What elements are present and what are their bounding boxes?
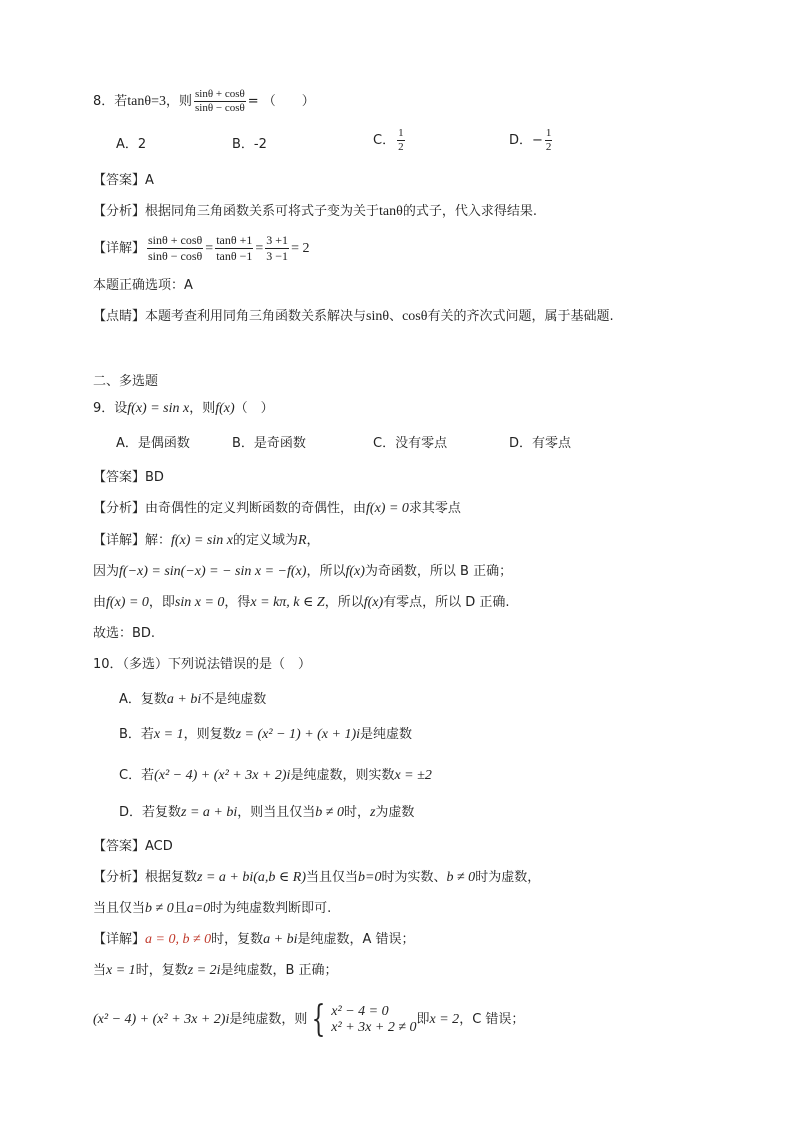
section-title: 二、多选题: [93, 374, 159, 389]
q10-a-text: A．复数: [119, 692, 167, 707]
q8-option-c-num: 1: [398, 127, 404, 139]
q10-l2-math-1: x = 1: [106, 963, 136, 978]
q9-detail-math-2: R: [297, 533, 307, 548]
q10-analysis-text-3: 时为实数、: [381, 870, 447, 885]
q10-analysis: [93, 869, 540, 887]
q10-l2-text-3: 是纯虚数，B 正确；: [220, 963, 338, 978]
left-brace-icon: {: [311, 998, 326, 1040]
q9-detail-text-2: 的定义域为: [232, 533, 298, 548]
q8-detail-f2-den: tanθ −1: [216, 249, 253, 263]
q10-analysis2-text: 当且仅当: [93, 901, 146, 916]
q9-line2-math: f(−x) = sin(−x) = − sin x = −f(x): [119, 564, 307, 579]
detail-label: 【详解】: [93, 241, 146, 256]
equation-system: [307, 998, 417, 1040]
q10-analysis-text: 根据复数: [145, 870, 198, 885]
q10-detail-math-1: a = 0, b ≠ 0: [145, 932, 212, 947]
q8-comment-math-1: sinθ: [366, 309, 390, 324]
q10-option-a: [119, 691, 266, 709]
q8-analysis: [93, 203, 537, 221]
q8-detail-fraction-3: [265, 233, 289, 264]
q10-d-text-4: 为虚数: [375, 805, 415, 820]
q10-l2-text-2: 时，复数: [135, 963, 188, 978]
q8-detail: [93, 232, 309, 266]
q10-analysis-math-2: b=0: [358, 870, 382, 885]
q10-analysis-text-2: 当且仅当: [306, 870, 359, 885]
q10-detail-math-2: a + bi: [263, 932, 298, 947]
q10-analysis-math-1: z = a + bi(a,b ∈ R): [197, 870, 307, 885]
equation-system-line-2: x² + 3x + 2 ≠ 0: [331, 1019, 417, 1035]
q8-fraction-denominator: sinθ − cosθ: [195, 102, 245, 114]
q10-analysis2-math-1: b ≠ 0: [145, 901, 174, 916]
q9-detail-math-1: f(x) = sin x: [171, 533, 233, 548]
q8-detail-f1-num: sinθ + cosθ: [148, 233, 203, 247]
q9-final: 故选：BD.: [93, 626, 156, 641]
q10-analysis2-text-3: 时为纯虚数判断即可.: [210, 901, 332, 916]
q10-answer: [93, 838, 173, 856]
q10-d-math-2: b ≠ 0: [315, 805, 344, 820]
q8-option-d-num: 1: [545, 127, 552, 139]
q8-stem: [93, 88, 315, 115]
answer-value: BD: [145, 470, 164, 485]
q9-detail-text-3: ，: [306, 533, 320, 548]
q9-analysis-math: f(x) = 0: [366, 501, 409, 516]
q8-comment-text-2: 有关的齐次式问题，属于基础题.: [427, 309, 614, 324]
q8-analysis-text-2: 的式子，代入求得结果.: [402, 204, 537, 219]
q8-comment-sep: 、: [389, 309, 403, 324]
q10-l2-text: 当: [93, 963, 107, 978]
q8-correct-option: 本题正确选项：A: [93, 278, 193, 293]
q8-condition: tanθ=3: [127, 94, 166, 109]
answer-label: 【答案】: [93, 173, 146, 188]
q10-l2-math-2: z = 2i: [187, 963, 221, 978]
answer-label: 【答案】: [93, 470, 146, 485]
q9-function-2: f(x): [215, 401, 235, 416]
q10-c-math-2: x = ±2: [394, 768, 432, 783]
answer-value: ACD: [145, 839, 173, 854]
q8-option-d-fraction: [545, 127, 553, 154]
q9-paren: （ ）: [234, 401, 274, 416]
q9-line3-text: 由: [93, 595, 107, 610]
q9-option-b: B．是奇函数: [232, 436, 306, 451]
q8-option-c: [373, 127, 407, 154]
q10-a-text-2: 不是纯虚数: [201, 692, 267, 707]
q10-b-text-2: ，则复数: [183, 727, 236, 742]
q9-line3-math-4: f(x): [363, 595, 384, 610]
q8-detail-f2-num: tanθ +1: [216, 233, 253, 247]
q9-line2-math-2: f(x): [345, 564, 365, 579]
analysis-label: 【分析】: [93, 870, 146, 885]
q8-option-d-label: D．−: [509, 133, 543, 148]
q10-detail-text: 时，复数: [211, 932, 264, 947]
q9-analysis-text-2: 求其零点: [408, 501, 461, 516]
q8-analysis-math: tanθ: [379, 204, 403, 219]
q9-then: ，则: [189, 401, 216, 416]
q10-l3-math-2: x = 2: [429, 1012, 460, 1027]
q10-l3-text: 是纯虚数，则: [229, 1012, 308, 1027]
equals-sign: =: [255, 241, 264, 256]
q9-answer: [93, 469, 164, 487]
q9-line3-text-3: ，得: [224, 595, 251, 610]
q9-line3-math-1: f(x) = 0: [106, 595, 149, 610]
q8-detail-fraction-2: [215, 233, 253, 264]
analysis-label: 【分析】: [93, 501, 146, 516]
q10-detail-line-2: [93, 962, 338, 980]
q10-option-c: [119, 767, 432, 785]
q10-d-math-1: z = a + bi: [181, 805, 238, 820]
q9-analysis: [93, 500, 461, 518]
q8-comment-text: 本题考查利用同角三角函数关系解决与: [145, 309, 367, 324]
q9-option-d: D．有零点: [509, 436, 572, 451]
q10-d-text: D．若复数: [119, 805, 182, 820]
q8-option-d-den: 2: [545, 141, 552, 153]
q10-analysis-math-3: b ≠ 0: [446, 870, 476, 885]
q10-c-text-2: 是纯虚数，则实数: [290, 768, 395, 783]
q8-analysis-text: 根据同角三角函数关系可将式子变为关于: [145, 204, 380, 219]
q8-option-c-label: C．: [373, 133, 396, 148]
q9-line3-text-4: ，所以: [324, 595, 364, 610]
q10-detail: [93, 931, 415, 949]
q8-comment-math-2: cosθ: [402, 309, 428, 324]
detail-label: 【详解】: [93, 932, 146, 947]
q10-a-math: a + bi: [166, 692, 202, 707]
analysis-label: 【分析】: [93, 204, 146, 219]
q10-b-text-3: 是纯虚数: [360, 727, 413, 742]
q8-option-d: [509, 127, 554, 154]
q9-line3-text-2: ，即: [148, 595, 175, 610]
answer-value: A: [145, 173, 154, 188]
q9-option-a: A．是偶函数: [116, 436, 190, 451]
q9-line2-text-2: ，所以: [306, 564, 346, 579]
answer-label: 【答案】: [93, 839, 146, 854]
q9-number: 9．设: [93, 401, 128, 416]
q10-b-math-1: x = 1: [153, 727, 184, 742]
q9-line3-math-2: sin x = 0: [174, 595, 225, 610]
q9-analysis-text: 由奇偶性的定义判断函数的奇偶性，由: [145, 501, 367, 516]
q10-analysis-line-2: [93, 900, 331, 918]
q10-option-d: [119, 804, 414, 822]
equals-sign: =: [205, 241, 214, 256]
q10-b-text: B．若: [119, 727, 154, 742]
q10-detail-line-3: [93, 1000, 524, 1040]
q10-l3-text-2: 即: [416, 1012, 430, 1027]
q10-c-math-1: (x² − 4) + (x² + 3x + 2)i: [154, 768, 291, 783]
q8-number: 8．若: [93, 94, 128, 109]
q9-option-c: C．没有零点: [373, 436, 448, 451]
q8-detail-result: = 2: [291, 241, 310, 256]
q10-option-b: [119, 726, 412, 744]
q8-detail-f3-num: 3 +1: [266, 233, 289, 247]
q9-line3-text-5: 有零点，所以 D 正确.: [383, 595, 510, 610]
q8-option-a: A．2: [116, 137, 147, 152]
q9-function: f(x) = sin x: [127, 401, 190, 416]
q8-then: ，则: [166, 94, 193, 109]
q9-line2-text: 因为: [93, 564, 120, 579]
q9-detail-line-3: [93, 594, 510, 612]
q10-c-text: C．若: [119, 768, 155, 783]
q10-stem: 10．（多选）下列说法错误的是（ ）: [93, 657, 312, 672]
q8-option-c-fraction: [397, 127, 405, 154]
q8-option-c-den: 2: [398, 141, 404, 153]
q8-detail-fraction-1: [147, 233, 203, 264]
q10-analysis-text-4: 时为虚数，: [475, 870, 541, 885]
q10-detail-text-2: 是纯虚数，A 错误；: [297, 932, 415, 947]
q8-fraction: [194, 88, 246, 115]
q10-l3-math-1: (x² − 4) + (x² + 3x + 2)i: [93, 1012, 230, 1027]
q9-stem: [93, 400, 274, 418]
q9-detail: [93, 532, 320, 550]
q10-d-math-3: z: [369, 805, 376, 820]
q10-d-text-2: ，则当且仅当: [237, 805, 316, 820]
equation-system-line-1: x² − 4 = 0: [331, 1003, 389, 1019]
q9-line2-text-3: 为奇函数，所以 B 正确；: [364, 564, 513, 579]
q8-fraction-numerator: sinθ + cosθ: [195, 88, 245, 100]
q10-analysis2-text-2: 且: [173, 901, 187, 916]
comment-label: 【点睛】: [93, 309, 146, 324]
q8-comment: [93, 308, 614, 326]
q8-detail-f3-den: 3 −1: [266, 249, 289, 263]
detail-label: 【详解】: [93, 533, 146, 548]
q8-paren: = （ ）: [247, 94, 315, 109]
q10-analysis2-math-2: a=0: [186, 901, 211, 916]
q10-b-math-2: z = (x² − 1) + (x + 1)i: [235, 727, 361, 742]
q8-detail-f1-den: sinθ − cosθ: [148, 249, 203, 263]
q10-d-text-3: 时，: [343, 805, 370, 820]
q8-option-b: B．-2: [232, 137, 267, 152]
q9-detail-line-2: [93, 563, 512, 581]
q9-detail-text: 解：: [145, 533, 172, 548]
q10-l3-text-3: ，C 错误；: [459, 1012, 525, 1027]
q8-answer: [93, 172, 154, 190]
q9-line3-math-3: x = kπ, k ∈ Z: [250, 595, 325, 610]
